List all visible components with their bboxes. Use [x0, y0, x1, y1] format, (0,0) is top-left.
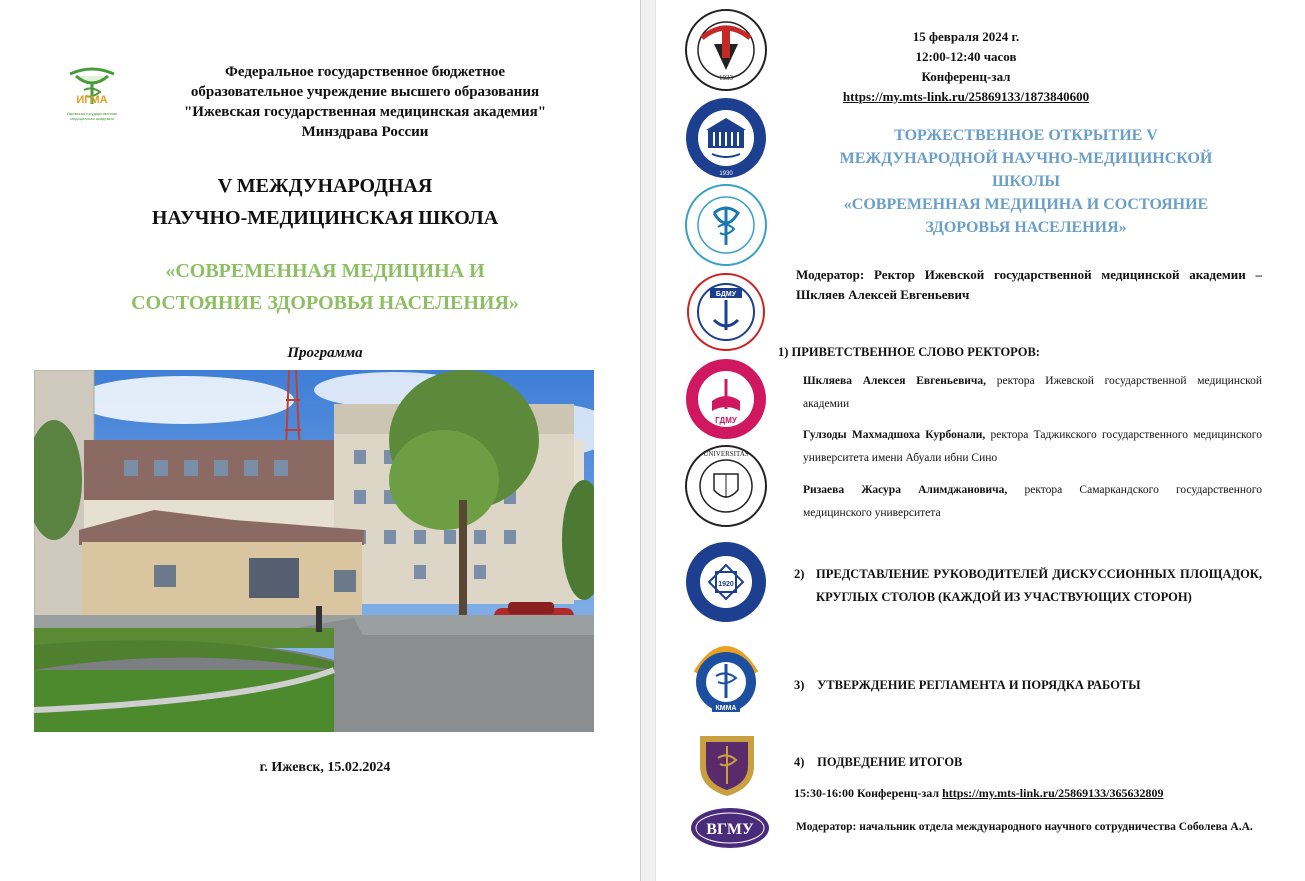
section-greetings-heading: 1) ПРИВЕТСТВЕННОЕ СЛОВО РЕКТОРОВ:	[778, 345, 1040, 359]
speaker-role: ректора Ижевской государственной медицинской академии	[803, 375, 1262, 410]
opening-ceremony-title	[806, 124, 1246, 239]
org-line: Федеральное государственное бюджетное	[224, 64, 506, 80]
moderator-text: Модератор: Ректор Ижевской государственной медицинской академии – Шкляев Алексей Евгеньевич	[796, 267, 1262, 302]
theme-title	[30, 255, 620, 319]
speaker-item	[803, 479, 1262, 525]
svg-text:Ижевская государственная: Ижевская государственная	[66, 111, 118, 116]
svg-text:1930: 1930	[719, 171, 733, 177]
session-info	[816, 27, 1116, 107]
vgmu-logo-icon	[690, 806, 770, 855]
speaker-name: Ризаева Жасура Алимджановича,	[803, 484, 1008, 496]
igma-logo-icon	[62, 60, 122, 128]
agenda-number: 2)	[794, 567, 805, 581]
svg-text:ВГМУ: ВГМУ	[706, 821, 754, 838]
kmma-seal-icon	[684, 634, 768, 723]
closing-session-link[interactable]: https://my.mts-link.ru/25869133/365632809	[942, 786, 1164, 800]
org-line: "Ижевская государственная медицинская академия"	[183, 104, 547, 120]
speaker-item	[803, 370, 1262, 416]
program-label: Программа	[287, 345, 363, 361]
agenda-item-3	[794, 674, 1262, 697]
svg-text:UNIVERSITAS: UNIVERSITAS	[703, 450, 749, 458]
opening-title-line: ТОРЖЕСТВЕННОЕ ОТКРЫТИЕ V	[894, 127, 1158, 144]
agenda-item-4	[794, 751, 1262, 774]
opening-title-line: ЗДОРОВЬЯ НАСЕЛЕНИЯ»	[925, 219, 1127, 236]
org-line: образовательное учреждение высшего образования	[190, 84, 540, 100]
speaker-name: Гулзоды Махмадшоха Курбонали,	[803, 429, 986, 441]
svg-text:КММА: КММА	[715, 705, 737, 712]
school-title	[30, 170, 620, 234]
program-schedule-page	[656, 0, 1305, 881]
gdmu-seal-icon	[684, 357, 768, 446]
session-venue: Конференц-зал	[921, 69, 1011, 84]
school-title-line: НАУЧНО-МЕДИЦИНСКАЯ ШКОЛА	[151, 207, 499, 229]
svg-text:медицинская академия: медицинская академия	[70, 116, 114, 121]
agenda-item-2-text: ПРЕДСТАВЛЕНИЕ РУКОВОДИТЕЛЕЙ ДИСКУССИОННЫХ ПЛОЩАДОК, КРУГЛЫХ СТОЛОВ (КАЖДОЙ ИЗ УЧАСТВУЮЩИХ СТОРОН)	[816, 567, 1262, 604]
opening-title-line: ШКОЛЫ	[991, 173, 1061, 190]
program-cover-page	[0, 0, 640, 881]
academy-building-photo	[34, 370, 594, 732]
izhevsk-academy-seal-icon	[684, 8, 768, 97]
speaker-role: ректора Самаркандского государственного медицинского университета	[803, 484, 1262, 519]
agenda-text: ПОДВЕДЕНИЕ ИТОГОВ	[817, 755, 963, 769]
agenda-text: УТВЕРЖДЕНИЕ РЕГЛАМЕНТА И ПОРЯДКА РАБОТЫ	[817, 678, 1141, 692]
universitas-seal-icon	[684, 444, 768, 533]
samarkand-university-seal-icon	[684, 96, 768, 185]
speaker-item	[803, 424, 1262, 470]
agenda-number: 3)	[794, 678, 805, 692]
session-time: 12:00-12:40 часов	[915, 49, 1017, 64]
closing-moderator-text: Модератор: начальник отдела международного научного сотрудничества Соболева А.А.	[796, 821, 1253, 833]
svg-text:ИГМА: ИГМА	[76, 94, 108, 106]
theme-title-line: «СОВРЕМЕННАЯ МЕДИЦИНА И	[165, 260, 485, 282]
org-line: Минздрава России	[301, 124, 429, 140]
svg-text:1920: 1920	[718, 581, 734, 588]
session-date: 15 февраля 2024 г.	[912, 29, 1020, 44]
page-gutter	[640, 0, 656, 881]
organization-name	[140, 62, 590, 142]
speaker-name: Шкляева Алексея Евгеньевича,	[803, 375, 987, 387]
svg-text:БДМУ: БДМУ	[715, 291, 737, 298]
conference-link[interactable]: https://my.mts-link.ru/25869133/1873840600	[842, 89, 1090, 104]
opening-title-line: МЕЖДУНАРОДНОЙ НАУЧНО-МЕДИЦИНСКОЙ	[839, 150, 1213, 167]
place-and-date: г. Ижевск, 15.02.2024	[259, 760, 391, 775]
closing-session-info	[794, 786, 1163, 801]
bashkir-university-seal-icon	[684, 270, 768, 359]
school-title-line: V МЕЖДУНАРОДНАЯ	[217, 175, 433, 197]
shield-emblem-icon	[696, 728, 758, 803]
opening-title-line: «СОВРЕМЕННАЯ МЕДИЦИНА И СОСТОЯНИЕ	[843, 196, 1209, 213]
theme-title-line: СОСТОЯНИЕ ЗДОРОВЬЯ НАСЕЛЕНИЯ»	[131, 292, 519, 314]
svg-text:ГДМУ: ГДМУ	[715, 416, 737, 425]
speaker-role: ректора Таджикского государственного медицинского университета имени Абуали ибни Сино	[803, 429, 1262, 464]
svg-text:1933: 1933	[719, 74, 733, 82]
tajik-university-seal-icon	[684, 183, 768, 272]
tashkent-academy-seal-icon	[684, 540, 768, 629]
agenda-number: 4)	[794, 755, 805, 769]
closing-session-time: 15:30-16:00 Конференц-зал	[794, 786, 943, 800]
